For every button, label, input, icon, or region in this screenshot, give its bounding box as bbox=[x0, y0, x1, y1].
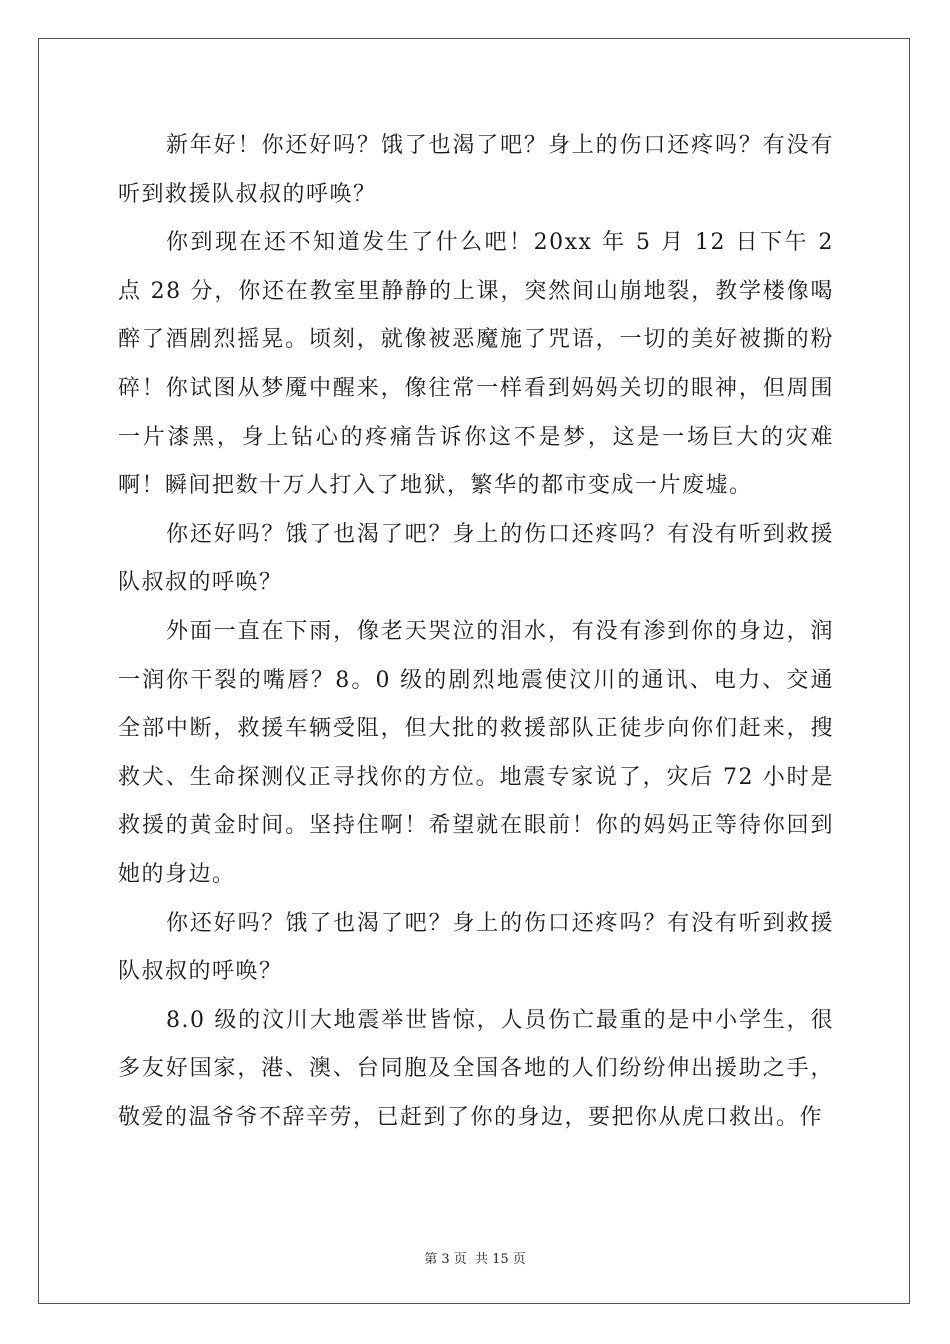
total-pages-label: 共 15 页 bbox=[474, 1252, 526, 1267]
page-footer bbox=[0, 1248, 950, 1267]
current-page-label: 第 3 页 bbox=[424, 1252, 467, 1267]
paragraph-5: 你还好吗？饿了也渴了吧？身上的伤口还疼吗？有没有听到救援队叔叔的呼唤？ bbox=[118, 910, 834, 985]
document-body bbox=[118, 122, 843, 1142]
paragraph-1: 新年好！你还好吗？饿了也渴了吧？身上的伤口还疼吗？有没有听到救援队叔叔的呼唤？ bbox=[118, 133, 834, 207]
paragraph-6: 8.0 级的汶川大地震举世皆惊，人员伤亡最重的是中小学生，很多友好国家，港、澳、台同胞及全国各地的人们纷纷伸出援助之手，敬爱的温爷爷不辞辛劳，已赶到了你的身边，要把你从虎口救出。作 bbox=[118, 1007, 834, 1130]
paragraph-4: 外面一直在下雨，像老天哭泣的泪水，有没有渗到你的身边，润一润你干裂的嘴唇？8。0 级的剧烈地震使汶川的通讯、电力、交通全部中断，救援车辆受阻，但大批的救援部队正徒步向你们赶来，搜救犬、生命探测仪正寻找你的方位。地震专家说了，灾后 72 小时是救援的黄金时间。坚持住啊！希望就在眼前！你的妈妈正等待你回到她的身边。 bbox=[118, 618, 834, 887]
paragraph-3: 你还好吗？饿了也渴了吧？身上的伤口还疼吗？有没有听到救援队叔叔的呼唤？ bbox=[118, 521, 834, 596]
paragraph-2: 你到现在还不知道发生了什么吧！20xx 年 5 月 12 日下午 2 点 28 分，你还在教室里静静的上课，突然间山崩地裂，教学楼像喝醉了酒剧烈摇晃。顷刻，就像被恶魔施了咒语，一切的美好被撕的粉碎！你试图从梦魇中醒来，像往常一样看到妈妈关切的眼神，但周围一片漆黑，身上钻心的疼痛告诉你这不是梦，这是一场巨大的灾难啊！瞬间把数十万人打入了地狱，繁华的都市变成一片废墟。 bbox=[118, 230, 843, 499]
